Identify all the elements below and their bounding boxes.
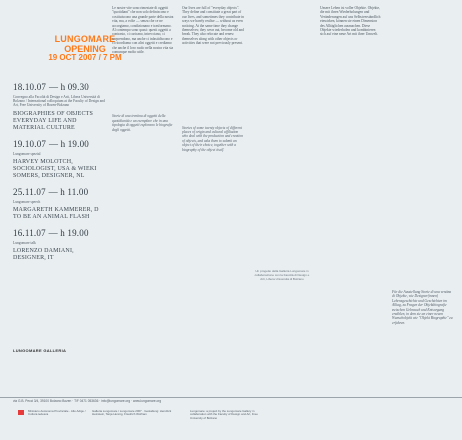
german-text-column bbox=[320, 6, 382, 37]
opening-label: OPENING bbox=[64, 43, 106, 54]
opening-date: 19 OCT 2007 / 7 PM bbox=[48, 53, 122, 63]
gallery-name: LUNGOMARE bbox=[54, 34, 116, 44]
event-time: — h 09.30 bbox=[48, 82, 89, 92]
description-text-it: Storie di una trentina di oggetti della quotidianità e un esemplare che in una tipologia di oggetti esplorano le biografie degli oggetti. bbox=[112, 114, 173, 132]
events-column bbox=[13, 82, 108, 269]
event-time: — h 19.00 bbox=[48, 138, 89, 149]
intro-text-it: Le nostre vite sono rimestate di oggetti "quotidiani" che non solo definiscono e costituiscono una grande parte della nostra vita, ma, a volte — senza che ce ne accorgiamo, condizionano e trasformano. Al contempo sono quasi: questi oggetti a contrasto, ci caricano, intrecciano, ci sorprendono, ma anche ci infastidiscono e ci ricordiamo con altri oggetti e crediamo che anche il loro ruolo nella nostra vita sia comunque molto utile. bbox=[112, 6, 174, 55]
event-title: LORENZO DAMIANI, DESIGNER, IT bbox=[13, 248, 74, 262]
event-item bbox=[13, 139, 108, 180]
event-date: 16.11.07 bbox=[13, 228, 46, 239]
event-date: 18.10.07 bbox=[13, 82, 47, 92]
footer-address: via G.B. Pecci 3/4, 39100 Bolzano Bozen · T/F 0471 053636 · info@lungomare.org · www.lungomare.org bbox=[13, 399, 162, 403]
english-text-column bbox=[182, 6, 244, 152]
logo-part-1: LUNGOMARE bbox=[13, 348, 42, 353]
event-date: 25.11.07 bbox=[13, 186, 46, 197]
event-title: BIOGRAPHIES OF OBJECTS EVERYDAY LIFE AND MATERIAL CULTURE bbox=[13, 110, 94, 131]
colophon-text: Galleria Lungomare / Lungomare 2007 · Gestaltung: Hendrick Heinstein, Tanja Hennig, Friedrich Wolfram bbox=[92, 409, 172, 417]
event-note: Lungomare talk bbox=[13, 241, 36, 246]
intro-text-de: Unsere Leben ist voller Objekte. Objekte, die mit ihren Wiederholungen und Veränderungen auf uns Selbstverständlich einwirken, können sie einen Dimension des Alltäglichen ausmachen. Diese Objekte wiederholen und kombinieren sich auf eine neue Art mit ihrer Umwelt. bbox=[320, 6, 381, 37]
footer-divider bbox=[0, 397, 462, 398]
description-text-en: Stories of some twenty objects of different places of origin and cultural affiliation who deal with the production and creation of objects, and asks them to submit an object of their choice, together with a biography of the object itself. bbox=[182, 125, 244, 152]
italian-text-column bbox=[112, 6, 174, 132]
sponsor-text: Ministero Autonoma Provinciale - Alto Adige / Cultura tedesca bbox=[28, 409, 86, 417]
project-text: Lungomare: a project by the Lungomare Gallery in collaboration with the Faculty of Design and Art, Free University of Bolzano bbox=[190, 409, 258, 420]
lungomare-logo bbox=[13, 348, 66, 353]
event-time: — h 19.00 bbox=[48, 228, 89, 239]
event-item bbox=[13, 82, 108, 132]
event-note: Lungomare spezial bbox=[13, 151, 41, 156]
event-note: Convegno alla Facoltà di Design e Arti, Libera Università di Bolzano / International colloquium at the Faculty of Design and Art, Free University of Bozen-Bolzano bbox=[13, 95, 105, 108]
credits-box: Un progetto della Galleria Lungomare in collaborazione con la Facoltà di Design e Arti, Libera Università di Bolzano bbox=[254, 269, 310, 281]
german-text-column-2 bbox=[392, 6, 454, 325]
event-item bbox=[13, 187, 108, 221]
province-flag-icon bbox=[18, 410, 24, 415]
event-title: HARVEY MOLOTCH, SOCIOLOGIST, USA & WIEKI SOMERS, DESIGNER, NL bbox=[13, 158, 97, 179]
event-note: Lungomare speech bbox=[13, 199, 41, 204]
intro-text-en: Our lives are full of "everyday objects". They define and constitute a great part of our lives, and sometimes they contribute in ways we barely realise — without us even noticing. At the same time they change themselves; they wear out, become old and break. They also relocate and renew themselves along with other objects or activities that were not previously present. bbox=[182, 6, 244, 46]
description-text-de: Für die Ausstellung Storie di una ventina di Objekte, wie Designer(innen) Lebensgeschichte und Geschichten im Alltag, zu Fragen der Objektbiografie zwischen Gebrauch und Entsorgung erzählen, in dem sie an einer neuen Wunschobjekt wie "Objekt Biographie" zu erfahren. bbox=[392, 290, 453, 325]
event-time: — h 11.00 bbox=[48, 186, 89, 197]
logo-part-2: GALLERIA bbox=[43, 348, 67, 353]
event-title: MARGARETH KAMMERER, D TO BE AN ANIMAL FLASH bbox=[13, 207, 99, 221]
event-item bbox=[13, 228, 108, 262]
event-date: 19.10.07 bbox=[13, 138, 47, 149]
